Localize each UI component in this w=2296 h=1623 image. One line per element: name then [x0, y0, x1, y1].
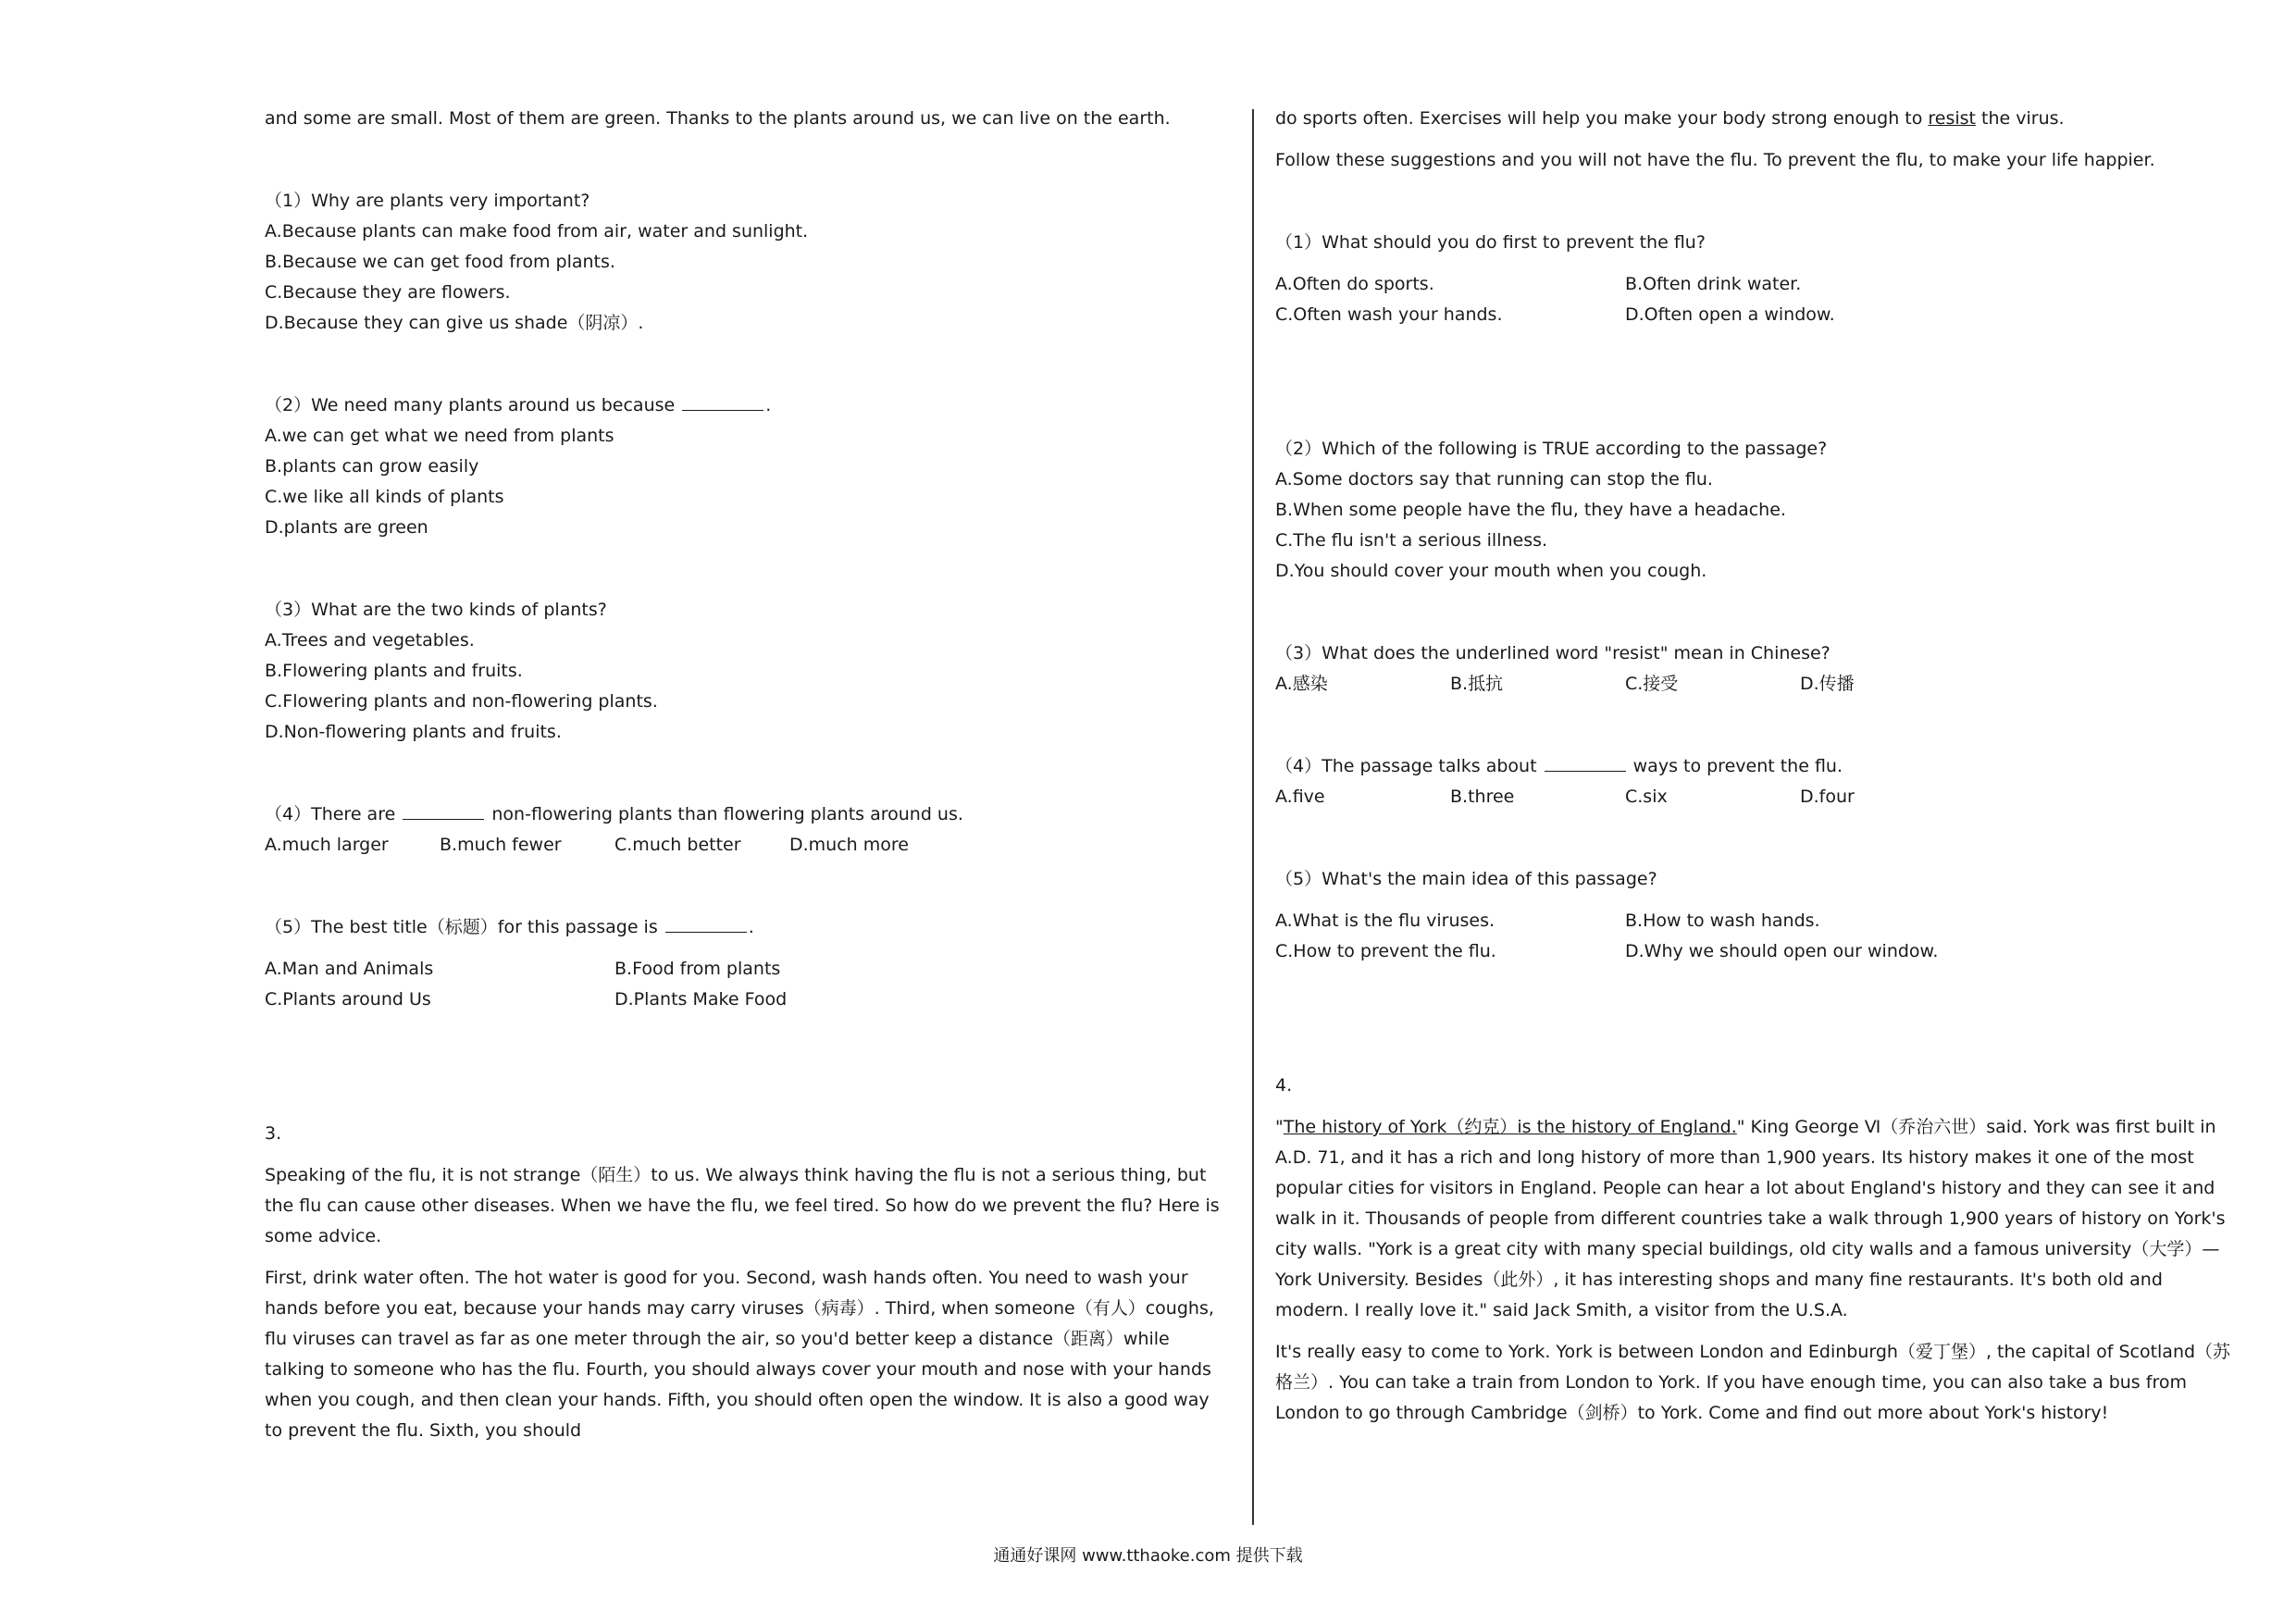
option-a[interactable]: A.much larger [265, 835, 389, 855]
question-stem: （1）What should you do first to prevent the flu? [1275, 232, 1706, 253]
option-c[interactable]: C.Often wash your hands. [1275, 304, 1503, 325]
option-c[interactable]: C.The flu isn't a serious illness. [1275, 530, 1548, 551]
question-stem: （3）What are the two kinds of plants? [265, 600, 607, 620]
question-stem: （5）The best title（标题）for this passage is . [265, 917, 754, 937]
question-1 [265, 186, 1227, 339]
question-stem: （1）Why are plants very important? [265, 191, 590, 211]
answer-blank [665, 915, 747, 933]
option-row [1275, 906, 2238, 936]
passage-paragraph: First, drink water often. The hot water is good for you. Second, wash hands often. You need to wash your hands before you eat, because your hands may carry viruses（病毒）. Third, when someone（有人）coughs, flu viruses can travel as far as one meter through the air, so you'd better keep a distance（距离）while talking to someone who has the flu. Fourth, you should always cover your mouth and nose with your hands when you cough, and then clean your hands. Fifth, you should often open the window. It is also a good way to prevent the flu. Sixth, you should [265, 1268, 1214, 1441]
option-d[interactable]: D.much more [789, 835, 909, 855]
option-b[interactable]: B.How to wash hands. [1625, 911, 1820, 931]
question-stem: （2）Which of the following is TRUE according to the passage? [1275, 439, 1828, 459]
passage-paragraph: "The history of York（约克）is the history of England." King George Ⅵ（乔治六世）said. York was first built in A.D. 71, and it has a rich and long history of more than 1,900 years. Its history makes it one of the most popular cities for visitors in England. People can hear a lot about England's history and they can see it and walk in it. Thousands of people from different countries take a walk through 1,900 years of history on York's city walls. "York is a great city with many special buildings, old city walls and a famous university（大学）—York University. Besides（此外）, it has interesting shops and many fine restaurants. It's both old and modern. I really love it." said Jack Smith, a visitor from the U.S.A. [1275, 1117, 2226, 1320]
option-row [1275, 936, 2238, 967]
option-row [1275, 669, 2238, 700]
page-footer: 通通好课网 www.tthaoke.com 提供下载 [993, 1546, 1303, 1566]
option-d[interactable]: D.four [1800, 787, 1855, 807]
underlined-quote: The history of York（约克）is the history of England. [1283, 1117, 1737, 1137]
option-d[interactable]: D.传播 [1800, 674, 1855, 694]
answer-blank [682, 393, 763, 411]
question-2 [265, 390, 1227, 543]
underlined-word: resist [1928, 108, 1977, 129]
passage-paragraph: Speaking of the flu, it is not strange（陌生）to us. We always think having the flu is not a serious thing, but the flu can cause other diseases. When we have the flu, we feel tired. So how do we prevent the flu? Here is some advice. [265, 1165, 1220, 1246]
option-b[interactable]: B.Flowering plants and fruits. [265, 661, 523, 681]
question-4 [1275, 751, 2238, 812]
option-b[interactable]: B.three [1450, 787, 1515, 807]
option-a[interactable]: A.five [1275, 787, 1325, 807]
option-row [265, 830, 1227, 861]
question-2 [1275, 434, 2238, 587]
question-5 [1275, 864, 2238, 967]
question-5 [265, 912, 1227, 1015]
passage-text: Follow these suggestions and you will not have the flu. To prevent the flu, to make your life happier. [1275, 150, 2155, 170]
option-b[interactable]: B.much fewer [440, 835, 562, 855]
option-d[interactable]: D.Often open a window. [1625, 304, 1835, 325]
option-row [1275, 269, 2238, 300]
question-stem: （4）There are non-flowering plants than flowering plants around us. [265, 804, 963, 824]
passage-number: 4. [1275, 1075, 1293, 1096]
option-a[interactable]: A.Some doctors say that running can stop the flu. [1275, 469, 1713, 489]
question-3 [1275, 638, 2238, 700]
column-divider [1252, 109, 1254, 1525]
option-d[interactable]: D.Non-flowering plants and fruits. [265, 722, 562, 742]
option-c[interactable]: C.Flowering plants and non-flowering plants. [265, 691, 658, 712]
option-row [265, 985, 1227, 1015]
option-a[interactable]: A.Man and Animals [265, 959, 434, 979]
option-row [1275, 782, 2238, 812]
question-4 [265, 799, 1227, 861]
option-c[interactable]: C.Plants around Us [265, 989, 431, 1010]
option-row [265, 954, 1227, 985]
option-c[interactable]: C.How to prevent the flu. [1275, 941, 1496, 961]
option-c[interactable]: C.we like all kinds of plants [265, 487, 504, 507]
passage-text: do sports often. Exercises will help you make your body strong enough to resist the virus. [1275, 108, 2065, 129]
option-b[interactable]: B.Food from plants [614, 959, 781, 979]
option-a[interactable]: A.感染 [1275, 674, 1328, 694]
option-c[interactable]: C.Because they are flowers. [265, 282, 511, 303]
option-b[interactable]: B.Often drink water. [1625, 274, 1802, 294]
passage-number: 3. [265, 1123, 282, 1144]
option-row [1275, 300, 2238, 330]
option-a[interactable]: A.Because plants can make food from air, water and sunlight. [265, 221, 809, 242]
question-stem: （3）What does the underlined word "resist" mean in Chinese? [1275, 643, 1831, 663]
question-stem: （5）What's the main idea of this passage? [1275, 869, 1657, 889]
option-b[interactable]: B.抵抗 [1450, 674, 1504, 694]
option-a[interactable]: A.we can get what we need from plants [265, 426, 614, 446]
answer-blank [403, 802, 484, 820]
question-1 [1275, 228, 2238, 330]
option-c[interactable]: C.much better [614, 835, 741, 855]
option-d[interactable]: D.plants are green [265, 517, 428, 538]
option-a[interactable]: A.Often do sports. [1275, 274, 1434, 294]
answer-blank [1545, 754, 1626, 772]
option-b[interactable]: B.Because we can get food from plants. [265, 252, 615, 272]
question-stem: （2）We need many plants around us because . [265, 395, 772, 415]
question-3 [265, 595, 1227, 748]
passage-text: and some are small. Most of them are green. Thanks to the plants around us, we can live on the earth. [265, 108, 1171, 129]
option-b[interactable]: B.When some people have the flu, they have a headache. [1275, 500, 1786, 520]
option-a[interactable]: A.Trees and vegetables. [265, 630, 475, 650]
left-column [265, 104, 1227, 1446]
option-d[interactable]: D.You should cover your mouth when you cough. [1275, 561, 1707, 581]
option-d[interactable]: D.Why we should open our window. [1625, 941, 1939, 961]
question-stem: （4）The passage talks about ways to prevent the flu. [1275, 756, 1843, 776]
option-d[interactable]: D.Plants Make Food [614, 989, 788, 1010]
right-column [1275, 104, 2238, 1429]
option-c[interactable]: C.接受 [1625, 674, 1679, 694]
option-a[interactable]: A.What is the flu viruses. [1275, 911, 1496, 931]
passage-paragraph: It's really easy to come to York. York is between London and Edinburgh（爱丁堡）, the capital of Scotland（苏格兰）. You can take a train from London to York. If you have enough time, you can also take a bus from London to go through Cambridge（剑桥）to York. Come and find out more about York's history! [1275, 1342, 2231, 1423]
option-c[interactable]: C.six [1625, 787, 1668, 807]
option-d[interactable]: D.Because they can give us shade（阴凉）. [265, 313, 644, 333]
option-b[interactable]: B.plants can grow easily [265, 456, 479, 477]
